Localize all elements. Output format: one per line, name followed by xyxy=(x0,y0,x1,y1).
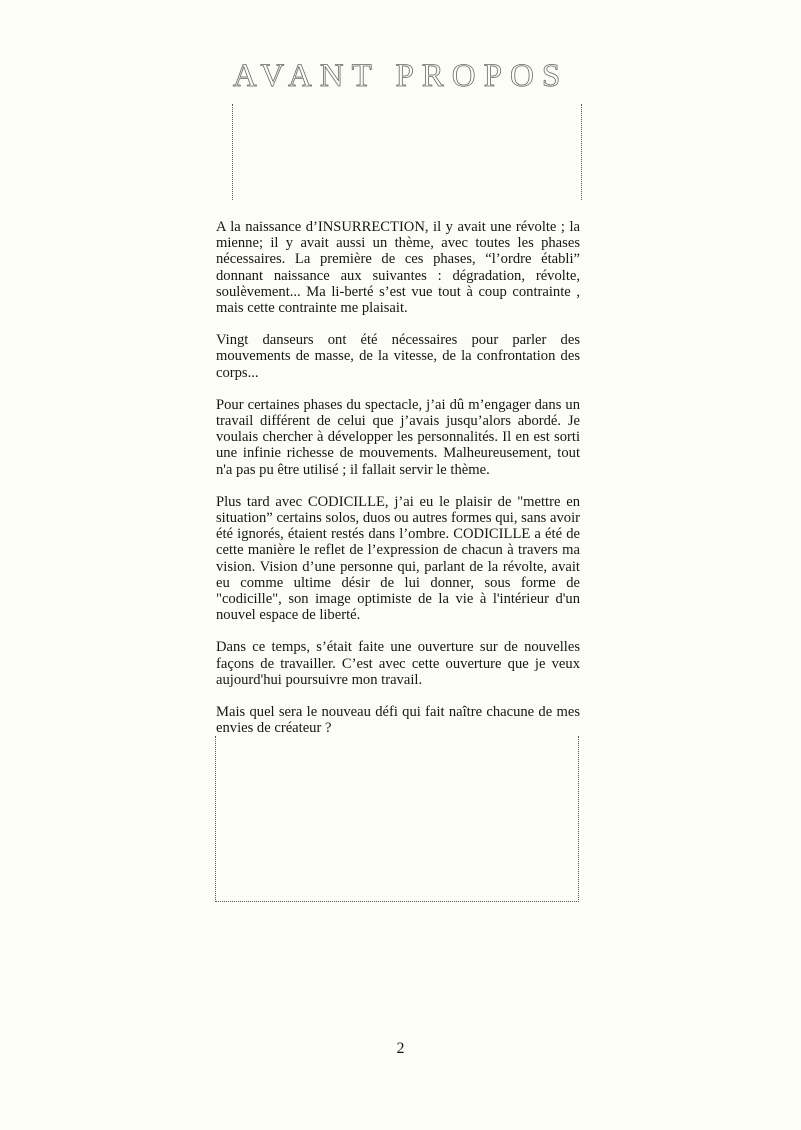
paragraph: Dans ce temps, s’était faite une ouverture sur de nouvelles façons de travailler. C’est avec cette ouverture que je veux aujourd'hui poursuivre mon travail. xyxy=(216,639,580,688)
paragraph: Plus tard avec CODICILLE, j’ai eu le plaisir de "mettre en situation” certains solos, duos ou autres formes qui, sans avoir été ignorés, étaient restés dans l’ombre. CODICILLE a été de cette manière le reflet de l’expression de chacun à travers ma vision. Vision d’une personne qui, parlant de la révolte, avait eu comme ultime désir de lui donner, sous forme de "codicille", son image optimiste de la vie à l'intérieur d'un nouvel espace de liberté. xyxy=(216,493,580,624)
paragraph: Pour certaines phases du spectacle, j’ai dû m’engager dans un travail différent de celui que j’avais jusqu’alors abordé. Je voulais chercher à développer les personnalités. Il en est sorti une infinie richesse de mouvements. Malheureusement, tout n'a pas pu être utilisé ; il fallait servir le thème. xyxy=(216,396,580,478)
paragraph: Vingt danseurs ont été nécessaires pour parler des mouvements de masse, de la vitesse, de la confrontation des corps... xyxy=(216,332,580,381)
top-frame-decoration xyxy=(232,104,582,200)
paragraph: Mais quel sera le nouveau défi qui fait naître chacune de mes envies de créateur ? xyxy=(216,704,580,737)
bottom-frame-decoration xyxy=(215,736,579,902)
paragraph: A la naissance d’INSURRECTION, il y avait une révolte ; la mienne; il y avait aussi un thème, avec toutes les phases nécessaires. La première de ces phases, “l’ordre établi” donnant naissance aux suivantes : dégradation, révolte, soulèvement... Ma li-berté s’est vue tout à coup contrainte , mais cette contrainte me plaisait. xyxy=(216,219,580,317)
body-text xyxy=(216,219,580,752)
page-number: 2 xyxy=(396,1040,405,1057)
page-title: AVANT PROPOS xyxy=(232,58,569,94)
